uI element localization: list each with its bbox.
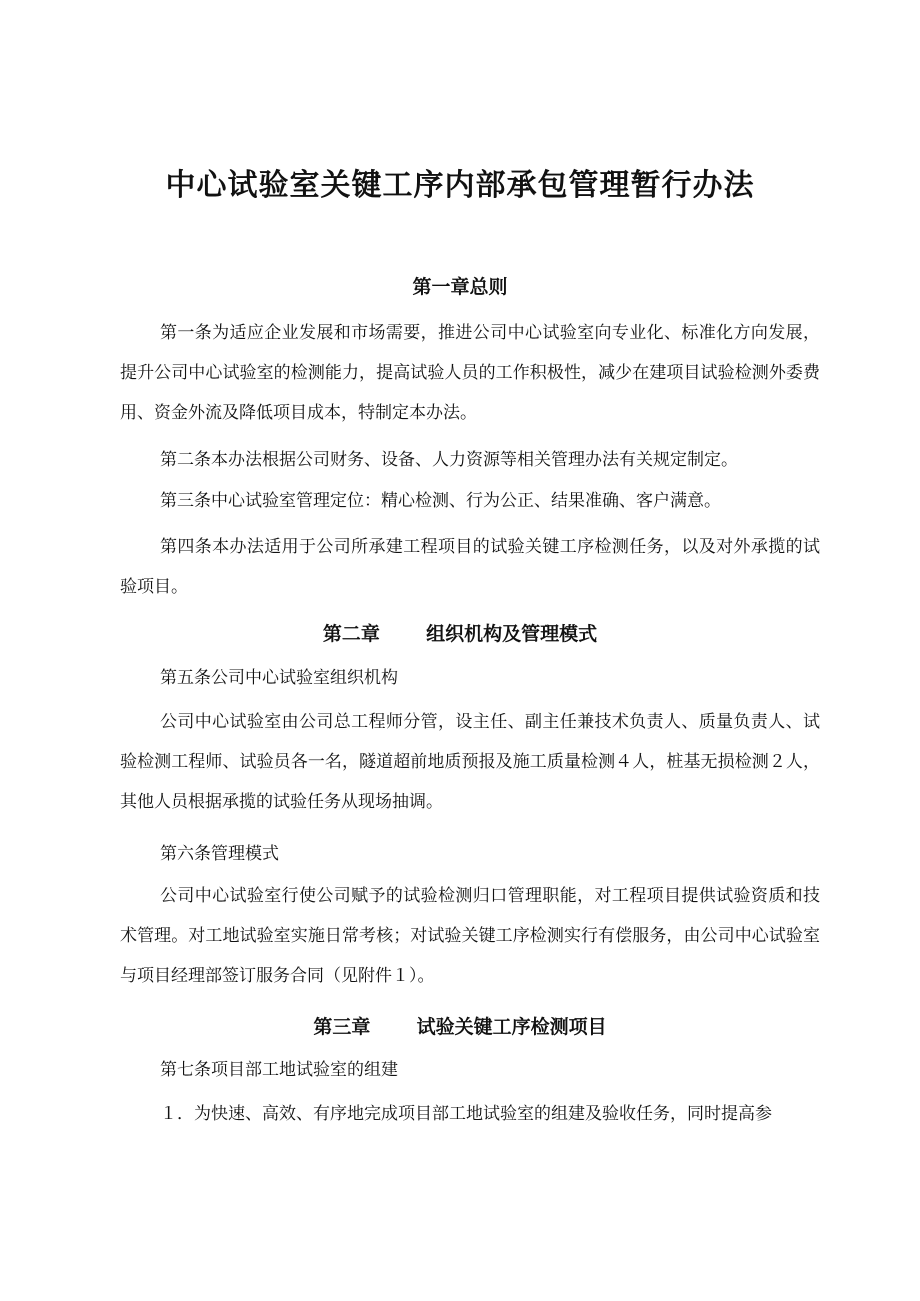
article-5-paragraph: 第五条公司中心试验室组织机构 [160,668,398,688]
article-2-paragraph: 第二条本办法根据公司财务、设备、人力资源等相关管理办法有关规定制定。 [160,450,738,470]
article-3-paragraph: 第三条中心试验室管理定位：精心检测、行为公正、结果准确、客户满意。 [160,491,721,511]
article-6-paragraph: 第六条管理模式 [160,844,279,864]
chapter-2-heading: 第二章 组织机构及管理模式 [322,623,598,645]
article-1-paragraph: 第一条为适应企业发展和市场需要，推进公司中心试验室向专业化、标准化方向发展，提升公司中心试验室的检测能力，提高试验人员的工作积极性，减少在建项目试验检测外委费用、资金外流及降低项目成本，特制定本办法。 [120,323,820,423]
chapter-3-heading: 第三章 试验关键工序检测项目 [313,1016,607,1038]
article-7-paragraph: 第七条项目部工地试验室的组建 [160,1060,398,1080]
article-4-paragraph: 第四条本办法适用于公司所承建工程项目的试验关键工序检测任务，以及对外承揽的试验项目。 [120,537,820,597]
document-title: 中心试验室关键工序内部承包管理暂行办法 [165,168,755,203]
item-1-paragraph: １．为快速、高效、有序地完成项目部工地试验室的组建及验收任务，同时提高参 [160,1104,772,1124]
chapter-1-heading: 第一章总则 [412,276,508,298]
organization-paragraph: 公司中心试验室由公司总工程师分管，设主任、副主任兼技术负责人、质量负责人、试验检测工程师、试验员各一名，隧道超前地质预报及施工质量检测４人，桩基无损检测２人，其他人员根据承揽的试验任务从现场抽调。 [120,712,820,812]
management-mode-paragraph: 公司中心试验室行使公司赋予的试验检测归口管理职能，对工程项目提供试验资质和技术管理。对工地试验室实施日常考核；对试验关键工序检测实行有偿服务，由公司中心试验室与项目经理部签订服务合同（见附件１）。 [120,886,820,986]
